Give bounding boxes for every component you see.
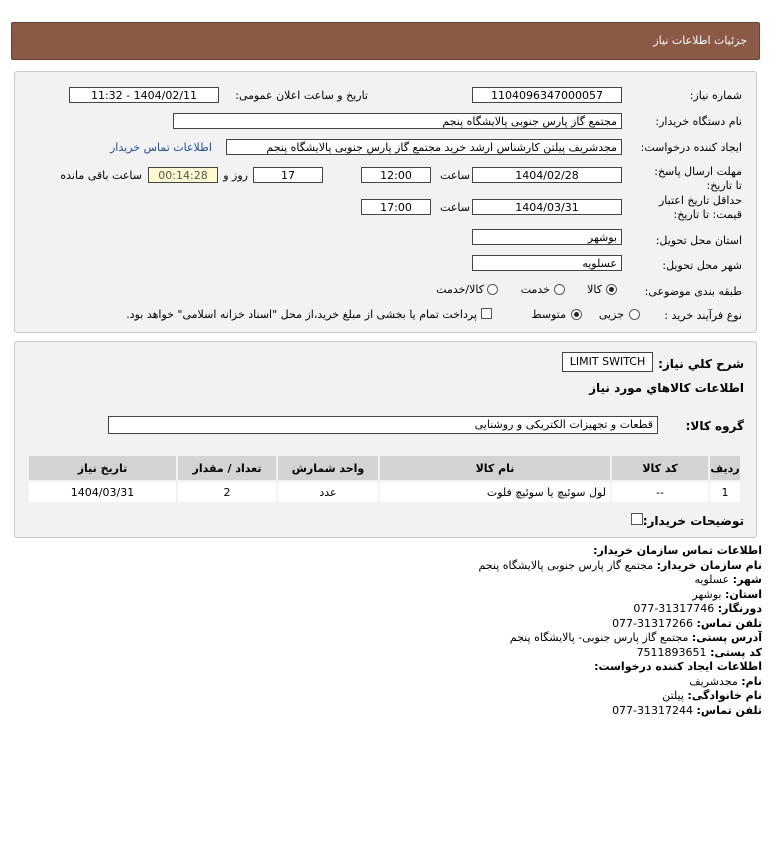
contact-info bbox=[478, 544, 762, 718]
contact-city-label: شهر: bbox=[732, 573, 762, 586]
announce-label: تاریخ و ساعت اعلان عمومی: bbox=[235, 89, 368, 102]
treasury-payment-text: پرداخت تمام یا بخشی از مبلغ خرید،از محل "اسناد خزانه اسلامی" خواهد بود. bbox=[126, 308, 477, 321]
creator-contact-title: اطلاعات ایجاد کننده درخواست: bbox=[594, 660, 762, 673]
category-service-radio[interactable] bbox=[554, 284, 565, 295]
validity-date-field: 1404/03/31 bbox=[472, 199, 622, 215]
goods-table bbox=[27, 454, 742, 504]
col-date: تاريخ نياز bbox=[28, 455, 177, 481]
city-label: شهر محل تحویل: bbox=[662, 259, 742, 272]
deadline-time-field: 12:00 bbox=[361, 167, 431, 183]
goods-info-title: اطلاعات کالاهاي مورد نياز bbox=[589, 381, 744, 395]
buyer-notes-label: توضیحات خریدار: bbox=[642, 514, 744, 528]
postal-code-label: کد پستی: bbox=[710, 645, 762, 659]
process-medium-label: متوسط bbox=[531, 308, 566, 321]
goods-table-header bbox=[28, 455, 741, 481]
deadline-time-label: ساعت bbox=[440, 169, 470, 182]
row-unit: عدد bbox=[277, 481, 379, 503]
category-both-label: کالا/خدمت bbox=[436, 283, 484, 296]
buyer-field: مجتمع گاز پارس جنوبی پالایشگاه پنجم bbox=[173, 113, 622, 129]
contact-province-label: استان: bbox=[725, 587, 762, 601]
deadline-date-field: 1404/02/28 bbox=[472, 167, 622, 183]
validity-label: حداقل تاریخ اعتبار قیمت: تا تاریخ: bbox=[658, 194, 742, 221]
announce-field: 1404/02/11 - 11:32 bbox=[69, 87, 219, 103]
need-number-label: شماره نیاز: bbox=[689, 89, 742, 102]
province-label: استان محل تحویل: bbox=[655, 234, 742, 247]
process-small-label: جزیی bbox=[598, 308, 624, 321]
row-name: لول سوئیچ یا سوئیچ فلوت bbox=[379, 481, 611, 503]
province-field: بوشهر bbox=[472, 229, 622, 245]
page-title: جزئیات اطلاعات نیاز bbox=[653, 34, 747, 47]
col-row: رديف bbox=[709, 455, 741, 481]
city-field: عسلویه bbox=[472, 255, 622, 271]
buyer-name-value: مجتمع گاز پارس جنوبی پالایشگاه پنجم bbox=[478, 558, 654, 572]
days-field: 17 bbox=[253, 167, 323, 183]
contact-province-value: بوشهر bbox=[692, 587, 722, 601]
validity-time-field: 17:00 bbox=[361, 199, 431, 215]
col-qty: تعداد / مقدار bbox=[177, 455, 277, 481]
col-unit: واحد شمارش bbox=[277, 455, 379, 481]
creator-last-name-value: پیلتن bbox=[662, 689, 684, 702]
remaining-label: ساعت باقی مانده bbox=[60, 169, 142, 182]
col-name: نام كالا bbox=[379, 455, 611, 481]
buyer-label: نام دستگاه خریدار: bbox=[655, 115, 742, 128]
phone-value: 077-31317266 bbox=[612, 616, 694, 630]
fax-label: دورنگار: bbox=[717, 602, 762, 615]
category-label: طبقه بندی موضوعی: bbox=[644, 285, 742, 298]
treasury-payment-checkbox[interactable] bbox=[481, 308, 492, 319]
process-label: نوع فرآیند خرید : bbox=[664, 309, 742, 322]
days-label: روز و bbox=[223, 169, 248, 182]
need-number-field: 1104096347000057 bbox=[472, 87, 622, 103]
deadline-label: مهلت ارسال پاسخ: تا تاریخ: bbox=[654, 165, 742, 192]
creator-label: ایجاد کننده درخواست: bbox=[640, 141, 742, 154]
buyer-contact-link[interactable]: اطلاعات تماس خریدار bbox=[110, 141, 212, 154]
address-label: آدرس پستی: bbox=[691, 631, 762, 644]
table-row bbox=[28, 481, 741, 503]
fax-value: 077-31317746 bbox=[633, 602, 715, 615]
col-code: كد كالا bbox=[611, 455, 709, 481]
goods-group-field: قطعات و تجهیزات الکتریکی و روشنایی bbox=[108, 416, 658, 434]
row-date: 1404/03/31 bbox=[28, 481, 177, 503]
postal-code-value: 7511893651 bbox=[636, 645, 707, 659]
row-code: -- bbox=[611, 481, 709, 503]
process-small-radio[interactable] bbox=[629, 309, 640, 320]
category-both-radio[interactable] bbox=[487, 284, 498, 295]
description-label: شرح کلي نياز: bbox=[658, 357, 744, 371]
category-goods-radio[interactable] bbox=[606, 284, 617, 295]
validity-time-label: ساعت bbox=[440, 201, 470, 214]
creator-phone-value: 077-31317244 bbox=[612, 703, 694, 717]
contact-city-value: عسلویه bbox=[694, 573, 730, 586]
category-goods-label: کالا bbox=[587, 283, 602, 296]
creator-phone-label: تلفن تماس: bbox=[696, 703, 762, 717]
creator-field: مجدشریف پیلتن کارشناس ارشد خرید مجتمع گاز پارس جنوبی پالایشگاه پنجم bbox=[226, 139, 622, 155]
phone-label: تلفن تماس: bbox=[696, 616, 762, 630]
page-header bbox=[11, 22, 760, 60]
remaining-time-field: 00:14:28 bbox=[148, 167, 218, 183]
goods-group-label: گروه کالا: bbox=[685, 419, 744, 433]
address-value: مجتمع گاز پارس جنوبی- پالایشگاه پنجم bbox=[509, 631, 689, 644]
process-medium-radio[interactable] bbox=[571, 309, 582, 320]
buyer-name-label: نام سازمان خریدار: bbox=[656, 558, 762, 572]
row-qty: 2 bbox=[177, 481, 277, 503]
creator-last-name-label: نام خانوادگی: bbox=[687, 689, 762, 702]
creator-first-name-value: مجدشریف bbox=[689, 674, 738, 688]
description-field: LIMIT SWITCH bbox=[562, 352, 653, 372]
creator-first-name-label: نام: bbox=[741, 674, 762, 688]
org-contact-title: اطلاعات تماس سازمان خریدار: bbox=[593, 544, 762, 557]
buyer-notes-checkbox[interactable] bbox=[631, 513, 643, 525]
row-index: 1 bbox=[709, 481, 741, 503]
category-service-label: خدمت bbox=[520, 283, 550, 296]
